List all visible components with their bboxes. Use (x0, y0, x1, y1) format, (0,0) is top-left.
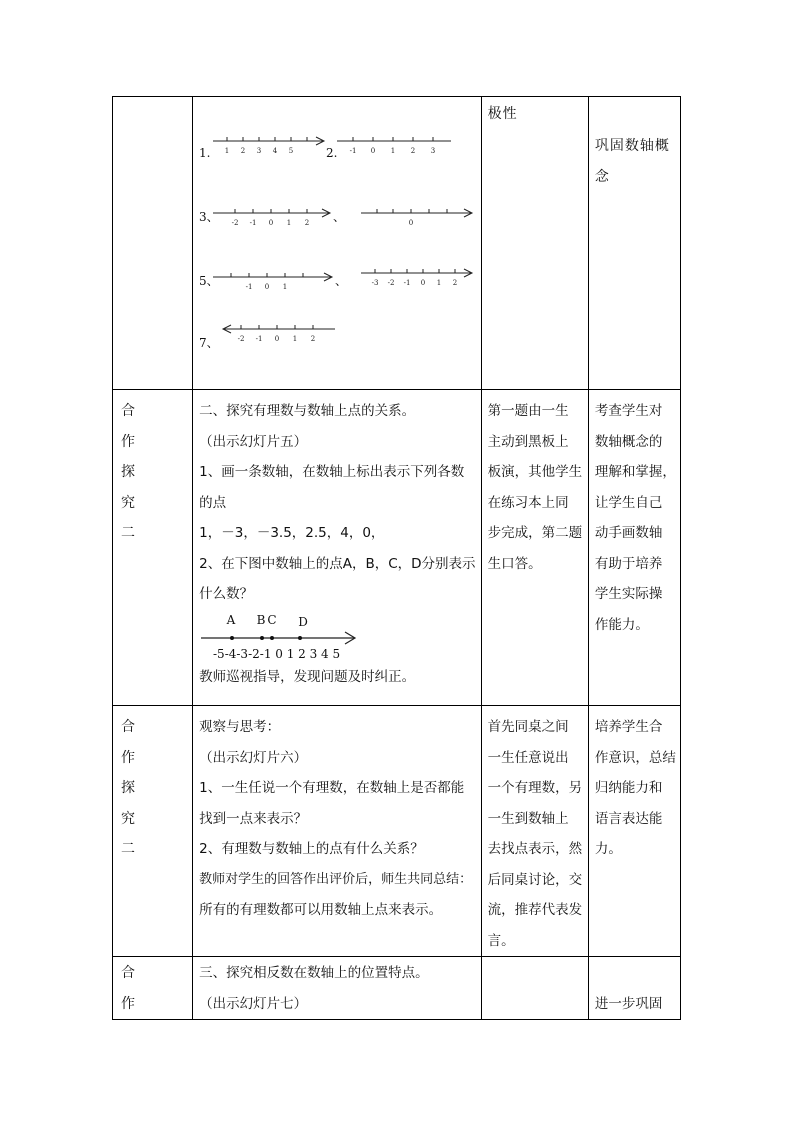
cell-text: 让学生自己 (594, 494, 663, 511)
point-label: A (226, 612, 236, 627)
exercise-label: 1. (199, 146, 211, 160)
tick-label: 2 (452, 279, 458, 287)
tick-label: -1 (245, 283, 253, 291)
stage-char: 作 (121, 995, 135, 1012)
content-line: 观察与思考： (199, 719, 281, 735)
tick-label: -2 (237, 335, 245, 343)
point-label: D (298, 614, 308, 629)
tick-label: 2 (304, 219, 310, 227)
point-marker (270, 636, 274, 640)
tick-label: -1 (403, 279, 411, 287)
tick-label: 0 (420, 279, 426, 287)
content-line: 教师巡视指导，发现问题及时纠正。 (199, 668, 416, 685)
content-line: 教师对学生的回答作出评价后，师生共同总结： (199, 871, 473, 887)
content-line: （出示幻灯片六） (199, 749, 308, 766)
cell-text: 语言表达能 (594, 810, 663, 827)
exercise-label: 2. (326, 146, 338, 160)
content-line: 什么数？ (199, 586, 254, 602)
exercise-label: 7、 (199, 336, 219, 350)
number-line-figures (193, 97, 481, 385)
cell-text: 归纳能力和 (594, 780, 663, 796)
content-line: 1，－3，－3.5，2.5，4，0， (199, 525, 385, 541)
tick-label: 1 (224, 147, 230, 155)
stage-cell (113, 390, 193, 706)
tick-label: 0 (408, 219, 414, 227)
cell-text: 作意识，总结 (594, 749, 676, 766)
exercise-label: 、 (335, 274, 348, 288)
table-row (113, 390, 681, 706)
tick-label: 5 (288, 147, 294, 155)
stage-cell (113, 97, 193, 390)
tick-label: 0 (268, 219, 274, 227)
tick-label: 0 (264, 283, 270, 291)
cell-text: 板演，其他学生 (487, 464, 583, 480)
student-activity-cell (481, 706, 588, 957)
stage-char: 作 (121, 749, 135, 766)
cell-text: 念 (594, 168, 610, 185)
content-line: 1、一生任说一个有理数，在数轴上是否都能 (199, 780, 465, 796)
cell-text: 考查学生对 (594, 403, 663, 419)
cell-text: 力。 (594, 841, 622, 857)
content-line: 2、在下图中数轴上的点A，B，C，D分别表示 (199, 555, 476, 572)
cell-text: 一个有理数，另 (487, 780, 583, 796)
tick-label: 1 (390, 147, 396, 155)
exercise-label: 3、 (199, 210, 219, 224)
tick-label: 3 (430, 147, 436, 155)
tick-label: -2 (387, 279, 395, 287)
stage-char: 探 (121, 464, 135, 480)
cell-text: 数轴概念的 (594, 433, 663, 450)
content-line: 三、探究相反数在数轴上的位置特点。 (199, 965, 429, 981)
cell-text: 有助于培养 (594, 555, 663, 572)
cell-text: 流，推荐代表发 (487, 902, 583, 918)
tick-label: -3 (371, 279, 379, 287)
teaching-content-cell (193, 706, 482, 957)
cell-text: 作能力。 (594, 616, 649, 633)
design-intent-cell (588, 957, 680, 1020)
stage-char: 合 (121, 719, 135, 735)
stage-char: 合 (121, 965, 135, 981)
content-line: 二、探究有理数与数轴上点的关系。 (199, 403, 416, 419)
cell-text: 一生任意说出 (487, 749, 569, 766)
content-line: （出示幻灯片七） (199, 995, 308, 1012)
tick-label: 1 (286, 219, 292, 227)
student-activity-cell (481, 97, 588, 390)
exercise-label: 、 (333, 210, 346, 224)
tick-label: 4 (272, 147, 278, 155)
tick-label: -2 (231, 219, 239, 227)
stage-char: 究 (121, 810, 135, 827)
tick-label: 2 (240, 147, 246, 155)
points-number-line (199, 610, 379, 662)
tick-label: 0 (274, 335, 280, 343)
stage-char: 作 (121, 433, 135, 450)
content-line: 2、有理数与数轴上的点有什么关系？ (199, 841, 424, 857)
tick-label: -1 (349, 147, 357, 155)
cell-text: 生口答。 (487, 555, 542, 572)
point-marker (230, 636, 234, 640)
cell-text: 动手画数轴 (594, 525, 663, 541)
student-activity-cell (481, 957, 588, 1020)
content-line: 1、画一条数轴，在数轴上标出表示下列各数 (199, 464, 465, 480)
content-line: 找到一点来表示？ (199, 810, 308, 827)
tick-labels: -5-4-3-2-1 0 1 2 3 4 5 (213, 646, 341, 661)
cell-text: 去找点表示，然 (487, 841, 583, 857)
cell-text: 一生到数轴上 (487, 810, 569, 827)
cell-text: 学生实际操 (594, 586, 663, 602)
point-marker (260, 636, 264, 640)
point-label: B (256, 612, 266, 627)
tick-label: 1 (282, 283, 288, 291)
table-row (113, 957, 681, 1020)
content-line: 的点 (199, 494, 227, 511)
tick-label: 1 (436, 279, 442, 287)
tick-label: -1 (249, 219, 257, 227)
table-row (113, 706, 681, 957)
tick-label: -1 (255, 335, 263, 343)
content-line: （出示幻灯片五） (199, 433, 308, 450)
tick-label: 0 (370, 147, 376, 155)
stage-cell (113, 957, 193, 1020)
cell-text: 进一步巩固 (594, 995, 663, 1012)
content-line: 所有的有理数都可以用数轴上点来表示。 (199, 902, 443, 918)
table-row (113, 97, 681, 390)
stage-char: 二 (121, 525, 135, 541)
point-label: C (267, 612, 277, 627)
cell-text: 极性 (487, 106, 518, 122)
cell-text: 首先同桌之间 (487, 719, 569, 735)
teaching-content-cell (193, 957, 482, 1020)
cell-text: 步完成，第二题 (487, 525, 583, 541)
teaching-content-cell (193, 390, 482, 706)
design-intent-cell (588, 390, 680, 706)
cell-text: 理解和掌握， (594, 464, 676, 480)
tick-label: 1 (292, 335, 298, 343)
design-intent-cell (588, 706, 680, 957)
stage-cell (113, 706, 193, 957)
point-marker (298, 636, 302, 640)
cell-text: 言。 (487, 932, 515, 949)
stage-char: 究 (121, 494, 135, 511)
cell-text: 主动到黑板上 (487, 433, 569, 450)
stage-char: 合 (121, 403, 135, 419)
stage-char: 二 (121, 841, 135, 857)
stage-char: 探 (121, 780, 135, 796)
cell-text (595, 958, 676, 989)
tick-label: 2 (310, 335, 316, 343)
cell-text: 后同桌讨论，交 (487, 871, 583, 888)
cell-text: 培养学生合 (594, 719, 663, 735)
cell-text: 巩固数轴概 (594, 138, 670, 154)
exercise-label: 5、 (199, 274, 219, 288)
tick-label: 3 (256, 147, 262, 155)
cell-text: 第一题由一生 (487, 403, 569, 419)
lesson-plan-table (112, 96, 681, 1020)
student-activity-cell (481, 390, 588, 706)
design-intent-cell (588, 97, 680, 390)
number-line-exercises (193, 97, 482, 390)
tick-label: 2 (410, 147, 416, 155)
cell-text: 在练习本上同 (487, 494, 569, 511)
